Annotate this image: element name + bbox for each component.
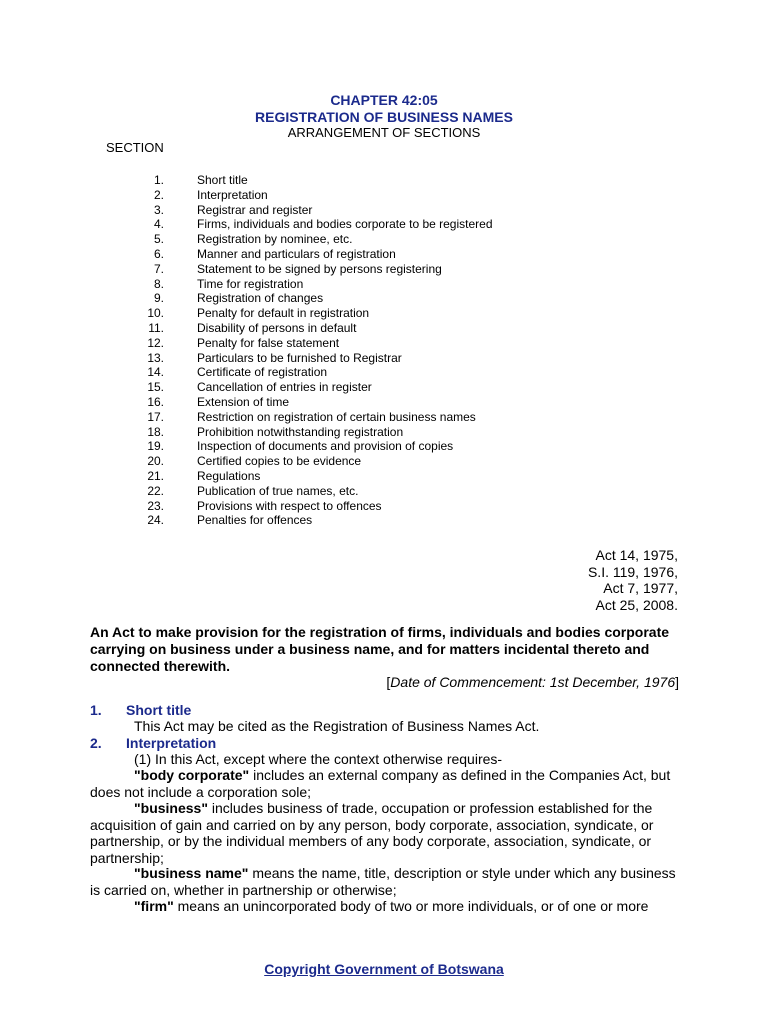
toc-entry-number: 10. (147, 306, 164, 321)
toc-entry-number: 11. (148, 321, 164, 335)
chapter-number: CHAPTER 42:05 (330, 92, 438, 108)
definition-body-corporate (90, 767, 680, 800)
chapter-title: REGISTRATION OF BUSINESS NAMES (255, 109, 513, 125)
toc-entry-number: 22. (147, 483, 164, 498)
toc-entry-title: Particulars to be furnished to Registrar (197, 350, 402, 365)
toc-entry-title: Restriction on registration of certain business names (197, 409, 476, 424)
commencement-date (386, 674, 679, 690)
toc-entry-number: 21. (147, 469, 164, 483)
copyright-link[interactable]: Copyright Government of Botswana (264, 961, 504, 977)
long-title: An Act to make provision for the registration of firms, individuals and bodies corporate carrying on business under a business name, and for matters incidental thereto and connected therewith. (90, 624, 670, 674)
toc-entry-title: Certified copies to be evidence (197, 454, 362, 469)
toc-entry-number: 7. (153, 261, 164, 276)
commencement-close-bracket: ] (675, 674, 679, 690)
commencement-open-bracket: [ (386, 674, 391, 690)
toc-entry-title: Penalties for offences (197, 513, 313, 528)
definition-text: includes business of trade, occupation or profession established for the acquisition of gain and carried on by any person, body corporate, association, syndicate, or partnership, or by the individual members of any body corporate, association, syndicate, or partnership; (90, 800, 654, 866)
toc-entry-title: Certificate of registration (197, 365, 328, 380)
toc-entry-title: Penalty for false statement (197, 335, 340, 350)
amendment-line: Act 14, 1975, (595, 547, 678, 563)
commencement-text: Date of Commencement: 1st December, 1976 (390, 674, 676, 690)
definition-business (90, 800, 680, 866)
section-column-label: SECTION (106, 140, 164, 155)
toc-entry-number: 1. (153, 173, 164, 187)
toc-entry-title: Registration of changes (197, 291, 324, 306)
toc-entry-number: 17. (147, 409, 164, 424)
toc-entry-title: Publication of true names, etc. (197, 483, 359, 498)
toc-entry-number: 5. (153, 232, 164, 247)
toc-entry-title: Short title (197, 173, 248, 187)
definition-text: means an unincorporated body of two or more individuals, or of one or more (173, 898, 649, 914)
toc-entry-title: Regulations (197, 469, 261, 483)
amendment-line: Act 25, 2008. (595, 596, 678, 613)
definition-business-name (90, 865, 680, 898)
definition-text: means the name, title, description or style under which any business is carried on, whether in partnership or otherwise; (90, 865, 676, 898)
definition-term: "business name" (134, 865, 249, 881)
section-number: 2. (90, 735, 102, 751)
definition-term: "business" (134, 800, 208, 816)
toc-entry-title: Prohibition notwithstanding registration (197, 424, 404, 439)
toc-entry-number: 24. (147, 513, 164, 528)
toc-entry-number: 8. (153, 276, 164, 291)
toc-entry-title: Manner and particulars of registration (197, 247, 396, 261)
toc-entry-title: Extension of time (197, 395, 290, 409)
toc-entry-number: 2. (153, 187, 164, 202)
toc-entry-title: Penalty for default in registration (197, 306, 370, 321)
toc-entry-number: 20. (147, 454, 164, 469)
toc-entry-title: Registrar and register (197, 202, 313, 217)
toc-entry-number: 18. (147, 424, 164, 439)
section-1-text: This Act may be cited as the Registration of Business Names Act. (134, 718, 540, 734)
amendment-line: Act 7, 1977, (603, 580, 678, 596)
toc-entry-title: Disability of persons in default (197, 321, 357, 335)
definition-firm (90, 898, 680, 915)
toc-entry-number: 14. (147, 365, 164, 380)
toc-entry-number: 6. (153, 247, 164, 261)
toc-entry-number: 19. (147, 439, 164, 454)
amendment-history (588, 547, 678, 613)
toc-entry-number: 9. (153, 291, 164, 306)
toc-entry-title: Time for registration (197, 276, 304, 291)
section-2-intro: (1) In this Act, except where the context otherwise requires- (134, 751, 503, 767)
toc-entry-title: Provisions with respect to offences (197, 498, 382, 513)
toc-entry-title: Statement to be signed by persons registering (197, 261, 442, 276)
toc-entry-number: 15. (147, 380, 164, 395)
definition-term: "body corporate" (134, 767, 250, 783)
toc-entry-title: Registration by nominee, etc. (197, 232, 353, 247)
section-name: Short title (126, 702, 192, 718)
amendment-line: S.I. 119, 1976, (587, 563, 678, 580)
definition-term: "firm" (134, 898, 174, 914)
toc-entry-title: Interpretation (197, 187, 268, 202)
toc-entry-number: 4. (153, 217, 164, 232)
toc-entry-title: Firms, individuals and bodies corporate to be registered (197, 217, 493, 232)
arrangement-heading: ARRANGEMENT OF SECTIONS (287, 125, 481, 140)
toc-entry-number: 13. (147, 350, 164, 365)
section-name: Interpretation (126, 735, 217, 751)
definition-text: includes an external company as defined in the Companies Act, but does not include a corporation sole; (90, 767, 671, 800)
toc-entry-number: 12. (147, 335, 164, 350)
toc-entry-number: 3. (153, 202, 164, 217)
toc-entry-number: 23. (147, 498, 164, 513)
section-number: 1. (90, 702, 102, 718)
toc-entry-title: Cancellation of entries in register (197, 380, 372, 395)
toc-entry-number: 16. (147, 395, 164, 409)
toc-entry-title: Inspection of documents and provision of copies (197, 439, 454, 454)
